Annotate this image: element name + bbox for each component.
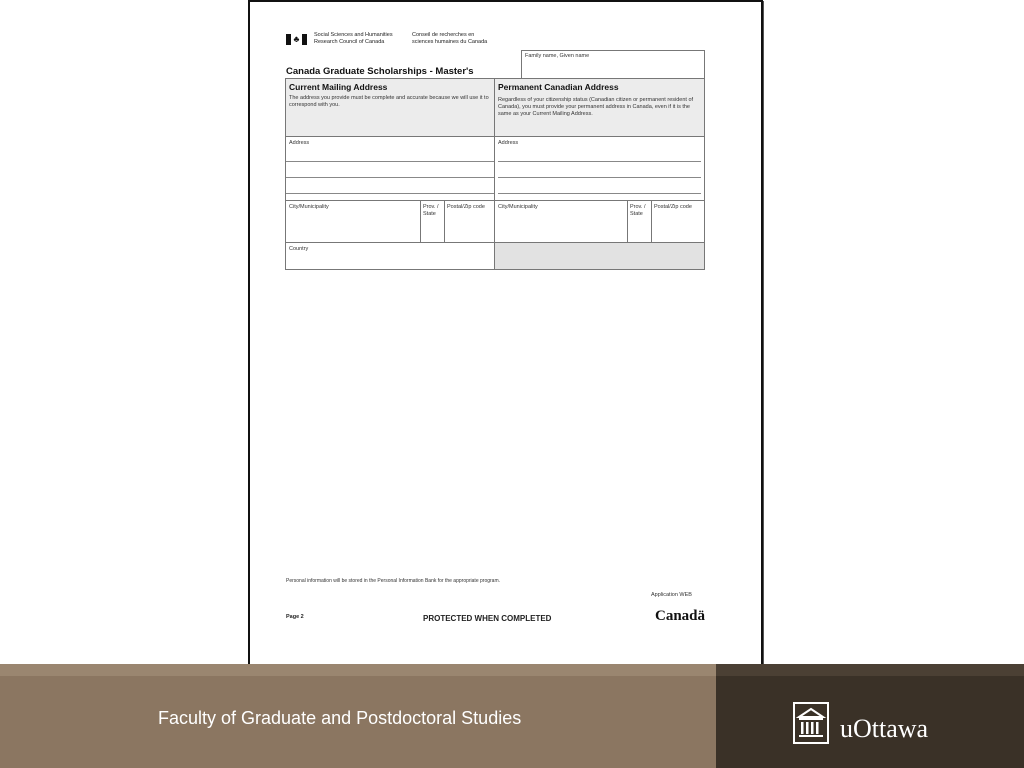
permanent-postal-label: Postal/Zip code (654, 204, 692, 210)
personal-info-note: Personal information will be stored in the Personal Information Bank for the appropriate program. (286, 578, 501, 584)
current-address-description: The address you provide must be complete and accurate because we will use it to correspond with you. (289, 95, 489, 108)
form-header (286, 32, 706, 52)
permanent-address-field (495, 137, 704, 201)
form-title: Canada Graduate Scholarships - Master's (286, 66, 474, 77)
current-prov-field (421, 201, 445, 243)
scanned-form-page (248, 0, 763, 666)
current-city-label: City/Municipality (289, 204, 329, 210)
current-prov-label: Prov. / State (423, 204, 439, 217)
address-table (285, 78, 705, 270)
current-postal-field (445, 201, 495, 243)
permanent-city-field (495, 201, 628, 243)
name-field-label: Family name, Given name (525, 53, 590, 59)
building-icon (793, 702, 829, 744)
agency-name-en: Social Sciences and Humanities Research Council of Canada (314, 32, 393, 45)
current-address-title: Current Mailing Address (289, 82, 388, 92)
faculty-name: Faculty of Graduate and Postdoctoral Studies (158, 708, 522, 728)
permanent-prov-label: Prov. / State (630, 204, 646, 217)
current-city-field (286, 201, 421, 243)
page-number: Page 2 (286, 614, 304, 620)
footer-right-panel (716, 664, 1024, 768)
current-postal-label: Postal/Zip code (447, 204, 485, 210)
application-web-label: Application WEB (651, 592, 692, 598)
agency-name-fr: Conseil de recherches en sciences humaines du Canada (412, 32, 488, 45)
current-country-field (286, 243, 495, 269)
permanent-address-title: Permanent Canadian Address (498, 82, 619, 92)
footer-left-panel (0, 664, 716, 768)
permanent-address-label: Address (498, 140, 519, 146)
current-country-label: Country (289, 246, 309, 252)
protected-notice: PROTECTED WHEN COMPLETED (423, 614, 552, 623)
uottawa-logo-text: uOttawa (840, 714, 929, 743)
permanent-country-shaded (495, 243, 704, 269)
canada-flag-icon: ♣ (286, 34, 307, 45)
permanent-address-header (495, 79, 704, 137)
permanent-postal-field (652, 201, 704, 243)
current-address-label: Address (289, 140, 310, 146)
current-address-header (286, 79, 495, 137)
current-address-field (286, 137, 495, 201)
name-field (521, 50, 705, 80)
permanent-prov-field (628, 201, 652, 243)
permanent-address-description: Regardless of your citizenship status (Canadian citizen or permanent resident of Canada), you must provide your permanent address in Canada, even if it is the same as your Current Mailing Address. (498, 97, 694, 117)
canada-wordmark: Canadä (655, 608, 706, 624)
permanent-city-label: City/Municipality (498, 204, 538, 210)
footer-bar (0, 664, 1024, 768)
